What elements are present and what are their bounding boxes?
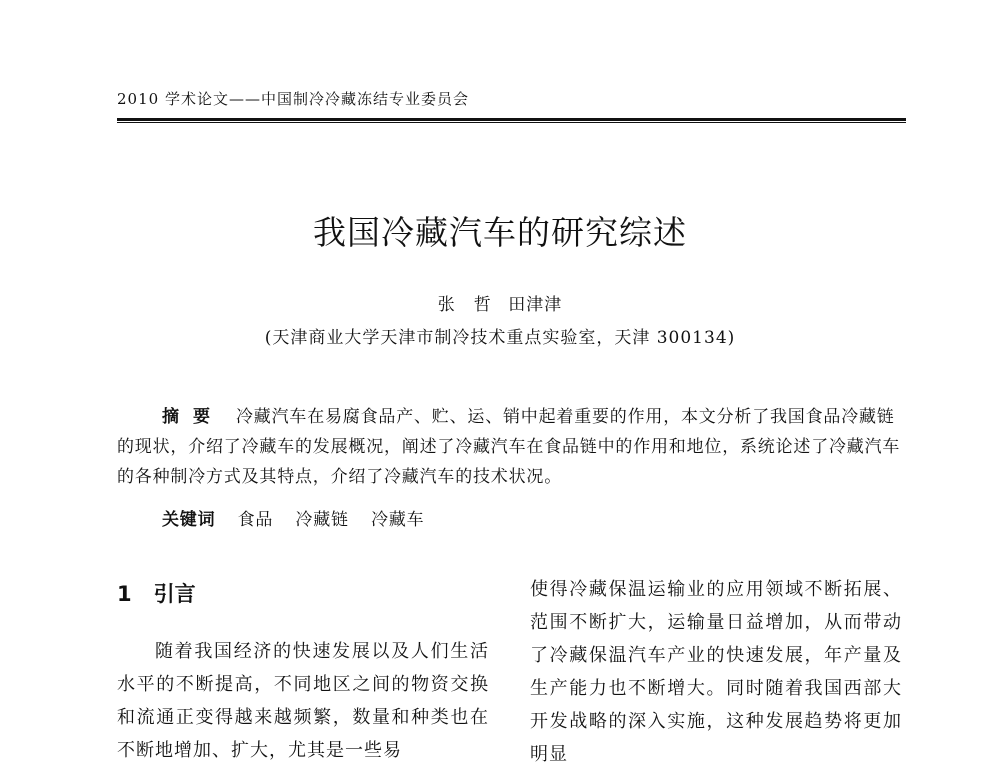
keyword: 冷藏车	[371, 510, 425, 530]
keywords	[162, 505, 440, 530]
header-rule	[117, 118, 906, 123]
left-column	[117, 578, 489, 767]
body-paragraph: 随着我国经济的快速发展以及人们生活水平的不断提高，不同地区之间的物资交换和流通正变得越来越频繁，数量和种类也在不断地增加、扩大，尤其是一些易	[117, 641, 489, 761]
author-name: 田津津	[508, 295, 563, 315]
right-column	[530, 573, 902, 771]
abstract	[117, 402, 912, 492]
abstract-text: 冷藏汽车在易腐食品产、贮、运、销中起着重要的作用，本文分析了我国食品冷藏链的现状，介绍了冷藏车的发展概况，阐述了冷藏汽车在食品链中的作用和地位，系统论述了冷藏汽车的各种制冷方式及其特点，介绍了冷藏汽车的技术状况。	[117, 407, 901, 487]
abstract-label: 摘要	[162, 407, 224, 427]
section-heading	[117, 578, 489, 608]
author-name: 张 哲	[437, 295, 492, 315]
keyword: 食品	[237, 510, 274, 530]
paper-title: 我国冷藏汽车的研究综述	[313, 213, 687, 252]
running-header: 2010 学术论文——中国制冷冷藏冻结专业委员会	[117, 90, 469, 108]
keyword: 冷藏链	[295, 510, 349, 530]
body-paragraph: 使得冷藏保温运输业的应用领域不断拓展、范围不断扩大，运输量日益增加，从而带动了冷藏保温汽车产业的快速发展，年产量及生产能力也不断增大。同时随着我国西部大开发战略的深入实施，这种发展趋势将更加明显	[530, 579, 902, 765]
author-affiliation: (天津商业大学天津市制冷技术重点实验室，天津 300134)	[264, 328, 736, 348]
author-list	[0, 290, 1000, 315]
section-title: 引言	[153, 582, 196, 606]
section-number: 1	[117, 582, 132, 606]
keywords-label: 关键词	[162, 510, 216, 530]
